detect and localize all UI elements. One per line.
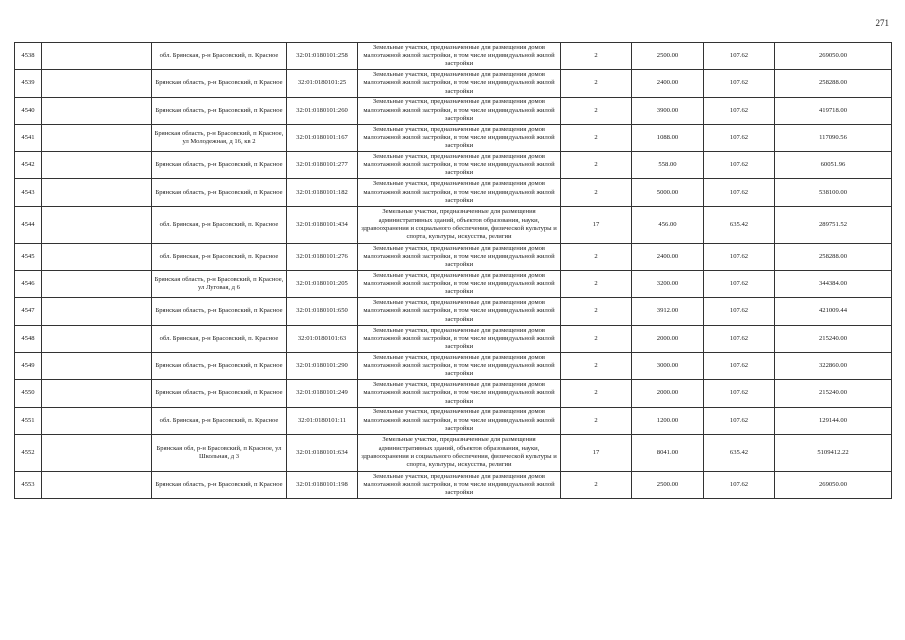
cadastral-value-cell: 129144.00 (775, 407, 892, 434)
record-number-cell: 4551 (15, 407, 42, 434)
land-use-cell: Земельные участки, предназначенные для размещения домов малоэтажной жилой застройки, в том числе индивидуальной жилой застройки (358, 471, 561, 498)
address-cell: Брянская область, р-н Брасовский, п Красное (152, 97, 287, 124)
cadastral-number-cell: 32:01:0180101:25 (287, 70, 358, 97)
use-group-cell: 2 (561, 97, 632, 124)
cadastral-value-cell: 5109412.22 (775, 434, 892, 471)
cadastral-value-cell: 421009.44 (775, 298, 892, 325)
land-use-cell: Земельные участки, предназначенные для размещения домов малоэтажной жилой застройки, в том числе индивидуальной жилой застройки (358, 325, 561, 352)
record-number-cell: 4538 (15, 43, 42, 70)
blank-cell (42, 380, 152, 407)
land-use-cell: Земельные участки, предназначенные для размещения домов малоэтажной жилой застройки, в том числе индивидуальной жилой застройки (358, 298, 561, 325)
address-cell: Брянская область, р-н Брасовский, п Красное (152, 179, 287, 206)
table-row (15, 179, 892, 206)
cadastral-number-cell: 32:01:0180101:167 (287, 124, 358, 151)
specific-value-cell: 635.42 (704, 206, 775, 243)
specific-value-cell: 107.62 (704, 124, 775, 151)
use-group-cell: 2 (561, 70, 632, 97)
area-cell: 2400.00 (632, 243, 704, 270)
cadastral-number-cell: 32:01:0180101:258 (287, 43, 358, 70)
table-row (15, 206, 892, 243)
cadastral-number-cell: 32:01:0180101:63 (287, 325, 358, 352)
land-use-cell: Земельные участки, предназначенные для размещения домов малоэтажной жилой застройки, в том числе индивидуальной жилой застройки (358, 97, 561, 124)
specific-value-cell: 107.62 (704, 271, 775, 298)
record-number-cell: 4549 (15, 352, 42, 379)
specific-value-cell: 107.62 (704, 70, 775, 97)
blank-cell (42, 325, 152, 352)
address-cell: Брянская область, р-н Брасовский, п Красное (152, 352, 287, 379)
blank-cell (42, 97, 152, 124)
specific-value-cell: 107.62 (704, 152, 775, 179)
use-group-cell: 2 (561, 43, 632, 70)
use-group-cell: 2 (561, 298, 632, 325)
use-group-cell: 2 (561, 407, 632, 434)
specific-value-cell: 107.62 (704, 43, 775, 70)
specific-value-cell: 107.62 (704, 298, 775, 325)
blank-cell (42, 434, 152, 471)
land-use-cell: Земельные участки, предназначенные для размещения домов малоэтажной жилой застройки, в том числе индивидуальной жилой застройки (358, 179, 561, 206)
table-row (15, 43, 892, 70)
area-cell: 3000.00 (632, 352, 704, 379)
page-number: 271 (875, 18, 889, 28)
land-use-cell: Земельные участки, предназначенные для размещения домов малоэтажной жилой застройки, в том числе индивидуальной жилой застройки (358, 380, 561, 407)
cadastral-value-cell: 215240.00 (775, 380, 892, 407)
table-row (15, 471, 892, 498)
land-use-cell: Земельные участки, предназначенные для размещения домов малоэтажной жилой застройки, в том числе индивидуальной жилой застройки (358, 70, 561, 97)
cadastral-number-cell: 32:01:0180101:11 (287, 407, 358, 434)
land-use-cell: Земельные участки, предназначенные для размещения домов малоэтажной жилой застройки, в том числе индивидуальной жилой застройки (358, 271, 561, 298)
address-cell: обл. Брянская, р-н Брасовский, п. Красное (152, 206, 287, 243)
cadastral-value-cell: 269050.00 (775, 43, 892, 70)
use-group-cell: 2 (561, 352, 632, 379)
use-group-cell: 2 (561, 471, 632, 498)
record-number-cell: 4543 (15, 179, 42, 206)
blank-cell (42, 124, 152, 151)
cadastral-number-cell: 32:01:0180101:182 (287, 179, 358, 206)
table-row (15, 97, 892, 124)
record-number-cell: 4548 (15, 325, 42, 352)
blank-cell (42, 243, 152, 270)
record-number-cell: 4544 (15, 206, 42, 243)
record-number-cell: 4550 (15, 380, 42, 407)
blank-cell (42, 352, 152, 379)
area-cell: 3200.00 (632, 271, 704, 298)
cadastral-number-cell: 32:01:0180101:277 (287, 152, 358, 179)
address-cell: обл. Брянская, р-н Брасовский, п. Красное (152, 243, 287, 270)
blank-cell (42, 70, 152, 97)
blank-cell (42, 43, 152, 70)
table-row (15, 243, 892, 270)
land-use-cell: Земельные участки, предназначенные для размещения домов малоэтажной жилой застройки, в том числе индивидуальной жилой застройки (358, 43, 561, 70)
specific-value-cell: 107.62 (704, 325, 775, 352)
land-use-cell: Земельные участки, предназначенные для размещения домов малоэтажной жилой застройки, в том числе индивидуальной жилой застройки (358, 352, 561, 379)
blank-cell (42, 471, 152, 498)
table-row (15, 434, 892, 471)
land-use-cell: Земельные участки, предназначенные для размещения домов малоэтажной жилой застройки, в том числе индивидуальной жилой застройки (358, 407, 561, 434)
land-use-cell: Земельные участки, предназначенные для размещения домов малоэтажной жилой застройки, в том числе индивидуальной жилой застройки (358, 124, 561, 151)
cadastral-number-cell: 32:01:0180101:205 (287, 271, 358, 298)
table-row (15, 298, 892, 325)
area-cell: 3912.00 (632, 298, 704, 325)
land-use-cell: Земельные участки, предназначенные для размещения административных зданий, объектов образования, науки, здравоохранения и социального обеспечения, физической культуры и спорта, культуры, искусства, религии (358, 434, 561, 471)
area-cell: 2500.00 (632, 43, 704, 70)
use-group-cell: 2 (561, 325, 632, 352)
record-number-cell: 4541 (15, 124, 42, 151)
table-body (15, 43, 892, 499)
use-group-cell: 2 (561, 243, 632, 270)
area-cell: 1088.00 (632, 124, 704, 151)
table-row (15, 70, 892, 97)
use-group-cell: 2 (561, 124, 632, 151)
area-cell: 2000.00 (632, 380, 704, 407)
record-number-cell: 4545 (15, 243, 42, 270)
cadastral-value-cell: 258288.00 (775, 70, 892, 97)
table-row (15, 325, 892, 352)
cadastral-number-cell: 32:01:0180101:434 (287, 206, 358, 243)
cadastral-number-cell: 32:01:0180101:634 (287, 434, 358, 471)
specific-value-cell: 107.62 (704, 179, 775, 206)
specific-value-cell: 107.62 (704, 352, 775, 379)
cadastral-value-cell: 344384.00 (775, 271, 892, 298)
specific-value-cell: 107.62 (704, 243, 775, 270)
blank-cell (42, 407, 152, 434)
land-use-cell: Земельные участки, предназначенные для размещения административных зданий, объектов образования, науки, здравоохранения и социального обеспечения, физической культуры и спорта, культуры, искусства, религии (358, 206, 561, 243)
cadastral-value-cell: 269050.00 (775, 471, 892, 498)
cadastral-number-cell: 32:01:0180101:650 (287, 298, 358, 325)
table-row (15, 152, 892, 179)
cadastral-value-table (14, 42, 892, 499)
area-cell: 2000.00 (632, 325, 704, 352)
cadastral-value-cell: 538100.00 (775, 179, 892, 206)
record-number-cell: 4542 (15, 152, 42, 179)
use-group-cell: 17 (561, 206, 632, 243)
table-row (15, 124, 892, 151)
specific-value-cell: 635.42 (704, 434, 775, 471)
area-cell: 1200.00 (632, 407, 704, 434)
blank-cell (42, 298, 152, 325)
cadastral-value-cell: 117090.56 (775, 124, 892, 151)
cadastral-number-cell: 32:01:0180101:198 (287, 471, 358, 498)
address-cell: обл. Брянская, р-н Брасовский, п. Красное (152, 43, 287, 70)
record-number-cell: 4540 (15, 97, 42, 124)
area-cell: 5000.00 (632, 179, 704, 206)
address-cell: обл. Брянская, р-н Брасовский, п. Красное (152, 325, 287, 352)
address-cell: Брянская область, р-н Брасовский, п Красное (152, 152, 287, 179)
area-cell: 456.00 (632, 206, 704, 243)
address-cell: Брянская область, р-н Брасовский, п Красное (152, 471, 287, 498)
use-group-cell: 17 (561, 434, 632, 471)
record-number-cell: 4546 (15, 271, 42, 298)
specific-value-cell: 107.62 (704, 380, 775, 407)
table-row (15, 380, 892, 407)
use-group-cell: 2 (561, 179, 632, 206)
table-row (15, 271, 892, 298)
specific-value-cell: 107.62 (704, 471, 775, 498)
address-cell: Брянская область, р-н Брасовский, п Красное (152, 298, 287, 325)
cadastral-number-cell: 32:01:0180101:290 (287, 352, 358, 379)
blank-cell (42, 271, 152, 298)
cadastral-value-cell: 215240.00 (775, 325, 892, 352)
area-cell: 3900.00 (632, 97, 704, 124)
cadastral-value-cell: 419718.00 (775, 97, 892, 124)
record-number-cell: 4552 (15, 434, 42, 471)
area-cell: 2500.00 (632, 471, 704, 498)
land-use-cell: Земельные участки, предназначенные для размещения домов малоэтажной жилой застройки, в том числе индивидуальной жилой застройки (358, 243, 561, 270)
cadastral-number-cell: 32:01:0180101:249 (287, 380, 358, 407)
blank-cell (42, 179, 152, 206)
area-cell: 8041.00 (632, 434, 704, 471)
cadastral-value-cell: 60051.96 (775, 152, 892, 179)
address-cell: Брянская область, р-н Брасовский, п Красное (152, 70, 287, 97)
address-cell: Брянская область, р-н Брасовский, п Красное (152, 380, 287, 407)
use-group-cell: 2 (561, 380, 632, 407)
table-row (15, 407, 892, 434)
use-group-cell: 2 (561, 271, 632, 298)
specific-value-cell: 107.62 (704, 97, 775, 124)
cadastral-number-cell: 32:01:0180101:276 (287, 243, 358, 270)
blank-cell (42, 152, 152, 179)
cadastral-value-cell: 322860.00 (775, 352, 892, 379)
table-row (15, 352, 892, 379)
area-cell: 558.00 (632, 152, 704, 179)
specific-value-cell: 107.62 (704, 407, 775, 434)
area-cell: 2400.00 (632, 70, 704, 97)
cadastral-number-cell: 32:01:0180101:260 (287, 97, 358, 124)
address-cell: Брянская область, р-н Брасовский, п Красное, ул Молодежная, д 16, кв 2 (152, 124, 287, 151)
land-use-cell: Земельные участки, предназначенные для размещения домов малоэтажной жилой застройки, в том числе индивидуальной жилой застройки (358, 152, 561, 179)
cadastral-value-cell: 258288.00 (775, 243, 892, 270)
address-cell: Брянская обл, р-н Брасовский, п Красное, ул Школьная, д 3 (152, 434, 287, 471)
record-number-cell: 4547 (15, 298, 42, 325)
record-number-cell: 4539 (15, 70, 42, 97)
use-group-cell: 2 (561, 152, 632, 179)
cadastral-value-cell: 289751.52 (775, 206, 892, 243)
address-cell: обл. Брянская, р-н Брасовский, п. Красное (152, 407, 287, 434)
record-number-cell: 4553 (15, 471, 42, 498)
address-cell: Брянская область, р-н Брасовский, п Красное, ул Луговая, д 6 (152, 271, 287, 298)
blank-cell (42, 206, 152, 243)
